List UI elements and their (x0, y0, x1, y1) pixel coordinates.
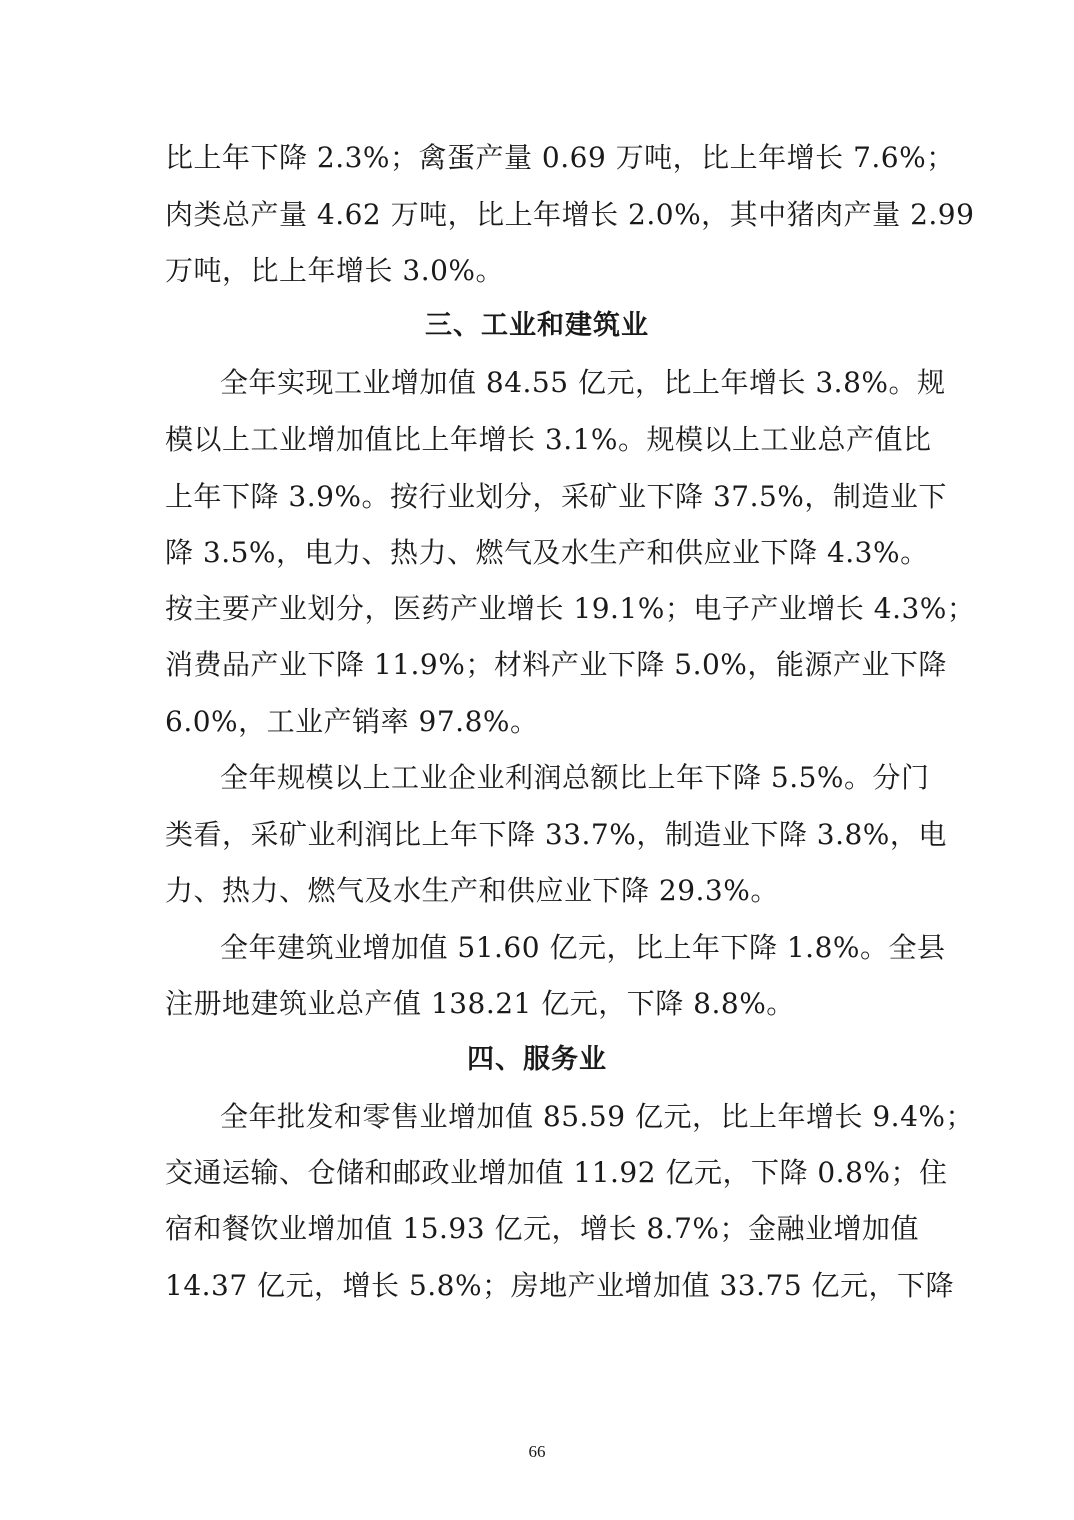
paragraph-line: 全年规模以上工业企业利润总额比上年下降 5.5%。分门 (220, 761, 930, 794)
page-number: 66 (528, 1442, 546, 1461)
paragraph-line: 类看，采矿业利润比上年下降 33.7%，制造业下降 3.8%，电 (165, 818, 947, 851)
paragraph-line: 力、热力、燃气及水生产和供应业下降 29.3%。 (165, 874, 779, 907)
paragraph-line: 万吨，比上年增长 3.0%。 (165, 254, 505, 287)
paragraph-line: 全年批发和零售业增加值 85.59 亿元，比上年增长 9.4%； (220, 1100, 974, 1133)
paragraph-line: 上年下降 3.9%。按行业划分，采矿业下降 37.5%，制造业下 (165, 480, 947, 513)
paragraph-line: 降 3.5%，电力、热力、燃气及水生产和供应业下降 4.3%。 (165, 536, 929, 569)
paragraph-line: 肉类总产量 4.62 万吨，比上年增长 2.0%，其中猪肉产量 2.99 (165, 198, 975, 231)
paragraph-line: 6.0%，工业产销率 97.8%。 (165, 705, 539, 738)
paragraph-line: 按主要产业划分，医药产业增长 19.1%；电子产业增长 4.3%； (165, 592, 976, 625)
paragraph-line: 注册地建筑业总产值 138.21 亿元，下降 8.8%。 (165, 987, 795, 1020)
paragraph-line: 全年实现工业增加值 84.55 亿元，比上年增长 3.8%。规 (220, 366, 946, 399)
paragraph-line: 消费品产业下降 11.9%；材料产业下降 5.0%，能源产业下降 (165, 648, 947, 681)
section-heading-services: 四、服务业 (467, 1044, 607, 1075)
paragraph-line: 比上年下降 2.3%；禽蛋产量 0.69 万吨，比上年增长 7.6%； (165, 141, 955, 174)
paragraph-line: 全年建筑业增加值 51.60 亿元，比上年下降 1.8%。全县 (220, 931, 946, 964)
paragraph-line: 14.37 亿元，增长 5.8%；房地产业增加值 33.75 亿元，下降 (165, 1269, 955, 1302)
section-heading-industry-construction: 三、工业和建筑业 (425, 310, 649, 341)
paragraph-line: 交通运输、仓储和邮政业增加值 11.92 亿元，下降 0.8%；住 (165, 1156, 948, 1189)
paragraph-line: 宿和餐饮业增加值 15.93 亿元，增长 8.7%；金融业增加值 (165, 1212, 919, 1245)
paragraph-line: 模以上工业增加值比上年增长 3.1%。规模以上工业总产值比 (165, 423, 932, 456)
